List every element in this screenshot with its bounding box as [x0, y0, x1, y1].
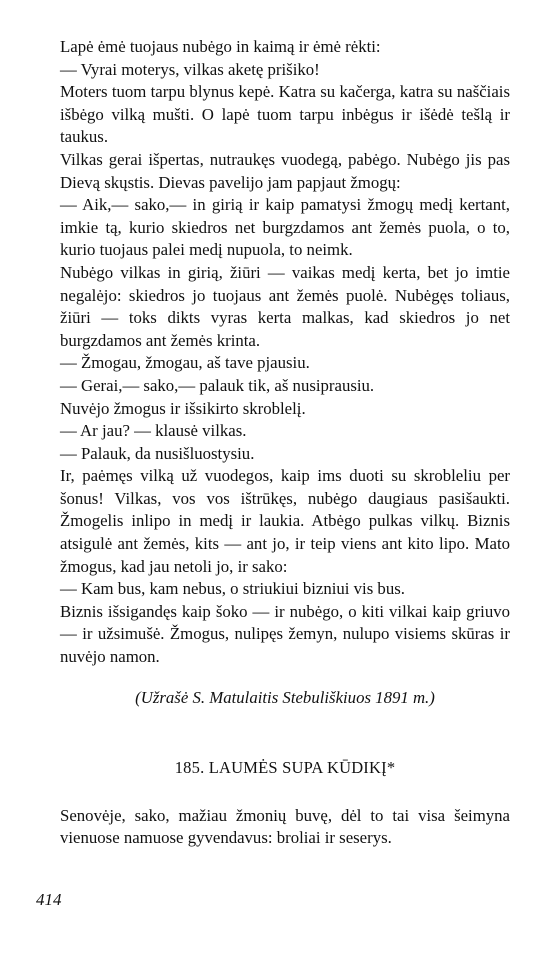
dialogue-line: — Žmogau, žmogau, aš tave pjausiu. [60, 353, 310, 373]
section-heading: 185. LAUMĖS SUPA KŪDIKĮ* [174, 757, 396, 777]
story-paragraph: Nuvėjo žmogus ir išsikirto skroblelį. [60, 398, 306, 418]
record-note: (Užrašė S. Matulaitis Stebuliškiuos 1891 m.) [135, 687, 435, 707]
story-paragraph: Lapė ėmė tuojaus nubėgo in kaimą ir ėmė rėkti: [60, 37, 381, 56]
dialogue-line: — Ar jau? — klausė vilkas. [60, 421, 247, 441]
story-paragraph: Senovėje, sako, mažiau žmonių buvę, dėl to tai visa šeimyna vienuose namuose gyvendavus: broliai ir seserys. [60, 805, 510, 848]
page-number: 414 [36, 890, 62, 909]
story-paragraph: Vilkas gerai išpertas, nutraukęs vuodegą, pabėgo. Nubėgo jis pas Dievą skųstis. Dievas pavelijo jam papjaut žmogų: [60, 149, 510, 192]
dialogue-line: — Kam bus, kam nebus, o striukiui bizniui vis bus. [60, 579, 405, 599]
page-body [60, 36, 510, 850]
story-paragraph: Nubėgo vilkas in girią, žiūri — vaikas medį kerta, bet jo imtie negalėjo: skiedros jo tuojaus ant žemės puolė. Nubėgęs toliaus, žiūri — toks dikts vyras kerta malkas, kad skiedros jo net burgzdamos ant žemės krinta. [60, 262, 510, 350]
dialogue-line: — Palauk, da nusišluostysiu. [60, 443, 255, 463]
dialogue-line: — Vyrai moterys, vilkas aketę prišiko! [60, 59, 320, 79]
dialogue-line: — Gerai,— sako,— palauk tik, aš nusiprausiu. [60, 375, 375, 395]
story-paragraph: Ir, paėmęs vilką už vuodegos, kaip ims duoti su skrobleliu per šonus! Vilkas, vos vos ištrūkęs, nubėgo daugiaus pasišaukti. Žmogelis inlipo in medį ir laukia. Atbėgo pulkas vilkų. Biznis atsigulė ant žemės, kits — ant jo, ir teip viens ant kito lipo. Mato žmogus, kad jau netoli jo, ir sako: [60, 466, 510, 576]
dialogue-line: — Aik,— sako,— in girią ir kaip pamatysi žmogų medį kertant, imkie tą, kurio skiedros net burgzdamos ant žemės puola, o to, kurio tuojaus palei medį nupuola, to neimk. [60, 195, 510, 260]
story-paragraph: Biznis išsigandęs kaip šoko — ir nubėgo, o kiti vilkai kaip griuvo — ir užsimušė. Žmogus, nulipęs žemyn, nulupo visiems skūras ir nuvėjo namon. [60, 601, 510, 667]
story-paragraph: Moters tuom tarpu blynus kepė. Katra su kačerga, katra su naščiais išbėgo vilką mušti. O lapė tuom tarpu inbėgus ir išėdė tešlą ir taukus. [60, 82, 510, 147]
